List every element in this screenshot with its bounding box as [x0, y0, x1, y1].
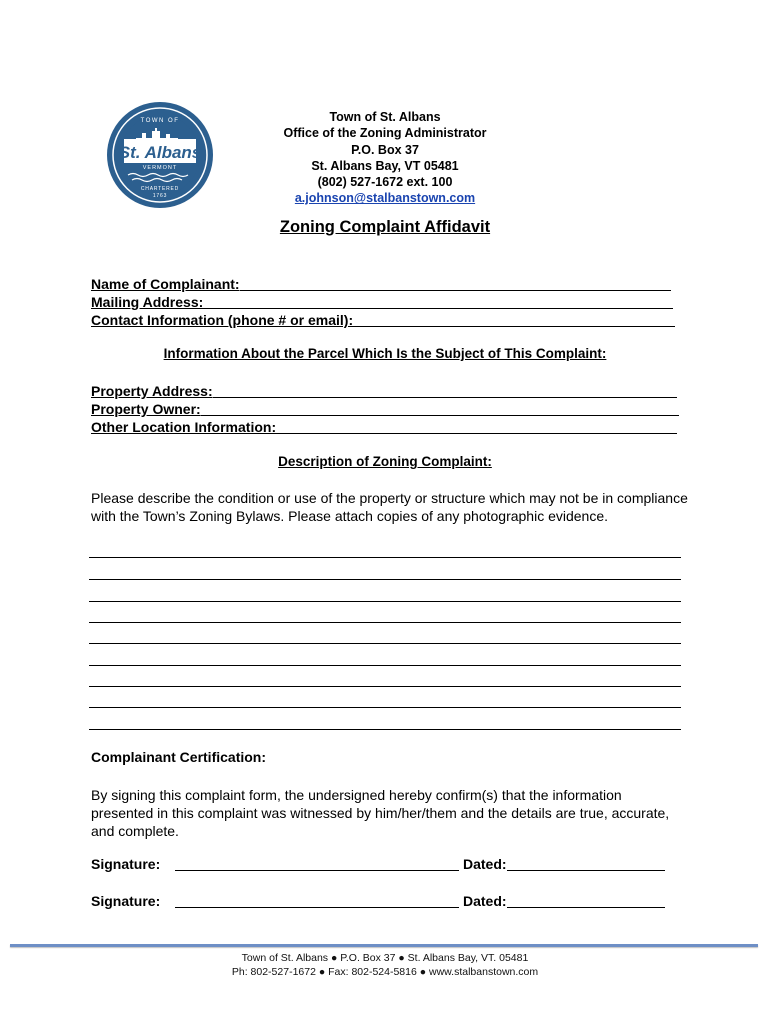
description-heading: Description of Zoning Complaint:: [278, 454, 492, 469]
signature-line[interactable]: [175, 907, 459, 908]
certification-text: By signing this complaint form, the undersigned hereby confirm(s) that the information presented in this complaint was witnessed by him/her/them and the details are true, accurate, and complete.: [91, 787, 670, 840]
property-address-field[interactable]: [91, 382, 677, 399]
signature-row: [91, 856, 665, 872]
description-line[interactable]: [89, 579, 681, 580]
property-owner-line[interactable]: [201, 415, 679, 416]
dated-label: Dated:: [463, 856, 507, 872]
city-state-zip: St. Albans Bay, VT 05481: [311, 158, 459, 173]
other-location-field[interactable]: [91, 418, 677, 435]
signature-row: [91, 893, 665, 909]
office-name: Office of the Zoning Administrator: [283, 126, 487, 141]
svg-text:TOWN OF: TOWN OF: [140, 118, 180, 124]
contact-info-label: Contact Information (phone # or email):: [91, 312, 354, 328]
svg-text:VERMONT: VERMONT: [142, 165, 178, 171]
mailing-address-line[interactable]: [203, 308, 673, 309]
town-name: Town of St. Albans: [329, 110, 441, 124]
date-line[interactable]: [507, 907, 665, 908]
footer-address: Town of St. Albans ● P.O. Box 37 ● St. Albans Bay, VT. 05481: [241, 952, 529, 964]
svg-text:CHARTERED: CHARTERED: [140, 186, 180, 192]
page-title: Zoning Complaint Affidavit: [279, 218, 491, 236]
signature-label: Signature:: [91, 893, 161, 909]
certification-heading: Complainant Certification:: [91, 749, 267, 765]
town-seal-logo: [106, 101, 214, 209]
phone-number: (802) 527-1672 ext. 100: [317, 175, 453, 190]
contact-info-line[interactable]: [353, 326, 675, 327]
property-owner-field[interactable]: [91, 400, 679, 417]
property-owner-label: Property Owner:: [91, 401, 201, 417]
dated-label: Dated:: [463, 893, 507, 909]
property-address-line[interactable]: [213, 397, 677, 398]
complainant-name-line[interactable]: [240, 290, 671, 291]
complainant-name-label: Name of Complainant:: [91, 276, 240, 292]
description-line[interactable]: [89, 686, 681, 687]
signature-line[interactable]: [175, 870, 459, 871]
description-line[interactable]: [89, 601, 681, 602]
description-line[interactable]: [89, 557, 681, 558]
svg-text:1763: 1763: [152, 193, 168, 199]
description-line[interactable]: [89, 729, 681, 730]
description-line[interactable]: [89, 643, 681, 644]
date-line[interactable]: [507, 870, 665, 871]
other-location-label: Other Location Information:: [91, 419, 277, 435]
parcel-info-heading: Information About the Parcel Which Is the Subject of This Complaint:: [163, 346, 607, 361]
office-address-block: [280, 109, 490, 207]
mailing-address-field[interactable]: [91, 293, 673, 310]
po-box: P.O. Box 37: [351, 142, 419, 157]
footer-contact: Ph: 802-527-1672 ● Fax: 802-524-5816 ● www.stalbanstown.com: [231, 966, 539, 978]
svg-text:St. Albans: St. Albans: [118, 143, 202, 162]
other-location-line[interactable]: [276, 433, 677, 434]
description-line[interactable]: [89, 707, 681, 708]
footer-divider: [10, 944, 758, 947]
description-instructions: Please describe the condition or use of the property or structure which may not be in compliance with the Town’s Zoning Bylaws. Please attach copies of any photographic evidence.: [91, 490, 688, 525]
description-line[interactable]: [89, 622, 681, 623]
complainant-name-field[interactable]: [91, 275, 671, 292]
contact-info-field[interactable]: [91, 311, 675, 328]
signature-label: Signature:: [91, 856, 161, 872]
property-address-label: Property Address:: [91, 383, 213, 399]
description-line[interactable]: [89, 665, 681, 666]
email-link[interactable]: a.johnson@stalbanstown.com: [294, 191, 476, 206]
mailing-address-label: Mailing Address:: [91, 294, 204, 310]
